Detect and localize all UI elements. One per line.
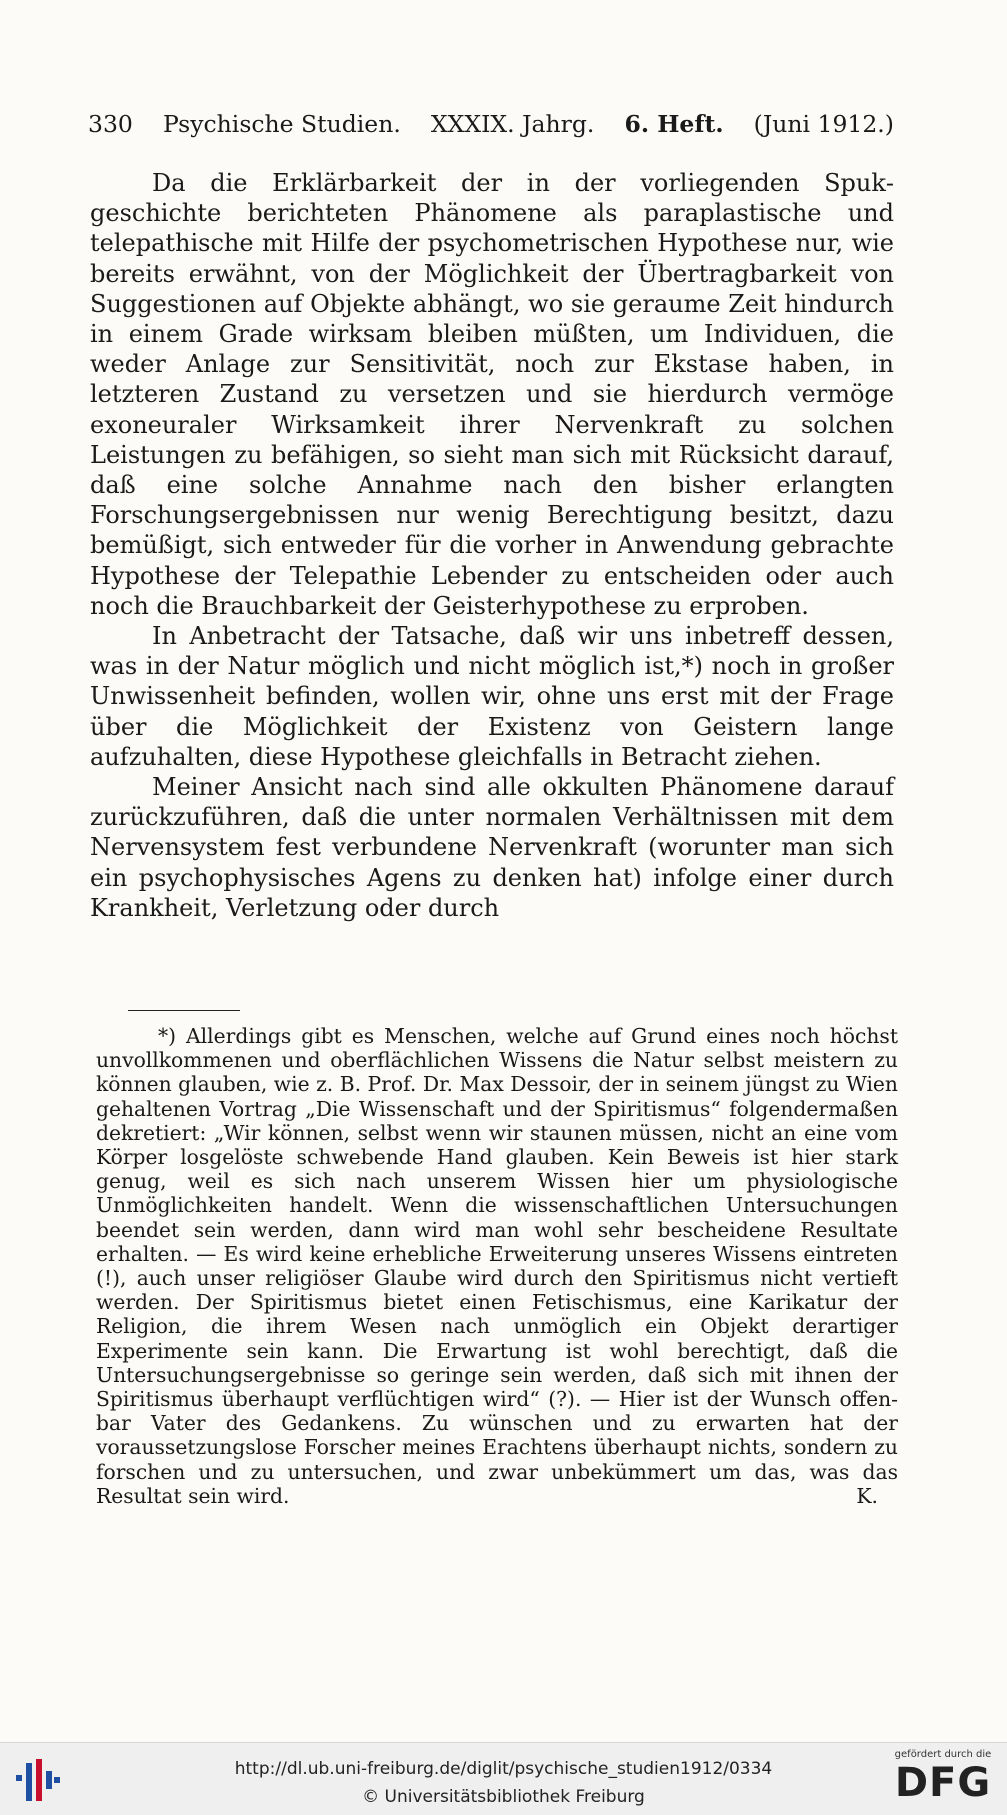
running-header	[88, 110, 894, 150]
copyright-notice: © Universitätsbibliothek Freiburg	[362, 1787, 645, 1807]
main-text	[90, 168, 894, 923]
funder-caption: gefördert durch die	[894, 1749, 992, 1760]
paragraph: Da die Erklärbarkeit der in der vorliegenden Spukgeschichte berichteten Phänomene als paraplastische und telepathische mit Hilfe der psychometrischen Hypothese nur, wie bereits erwähnt, von der Möglichkeit der Übertragbarkeit von Suggestionen auf Objekte abhängt, wo sie geraume Zeit hindurch in einem Grade wirksam bleiben müßten, um Individuen, die weder Anlage zur Sensitivität, noch zur Ekstase haben, in letzteren Zustand zu versetzen und sie hierdurch vermöge exoneuraler Wirksamkeit ihrer Nervenkraft zu solchen Leistungen zu befähigen, so sieht man sich mit Rücksicht darauf, daß eine solche Annahme nach den bisher erlangten Forschungsergebnissen nur wenig Berechtigung besitzt, dazu bemüßigt, sich entweder für die vorher in Anwendung gebrachte Hypothese der Telepathie Lebender zu entscheiden oder auch noch die Brauchbarkeit der Geisterhypothese zu erproben.	[90, 169, 894, 620]
volume-label: XXXIX. Jahrg.	[430, 110, 595, 138]
footnote	[96, 1024, 898, 1508]
journal-title: Psychische Studien.	[162, 110, 401, 138]
paragraph: In Anbetracht der Tatsache, daß wir uns inbetreff dessen, was in der Natur möglich und nicht möglich ist,*) noch in großer Unwissenheit befinden, wollen wir, ohne uns erst mit der Frage über die Möglichkeit der Existenz von Geistern lange aufzuhalten, diese Hypothese gleichfalls in Betracht ziehen.	[90, 622, 894, 771]
footnote-signature: K.	[856, 1483, 878, 1508]
issue-label: 6. Heft.	[624, 110, 724, 138]
footnote-text: *) Allerdings gibt es Menschen, welche auf Grund eines noch höchst unvollkommenen und oberflächlichen Wissens die Natur selbst meistern zu können glauben, wie z. B. Prof. Dr. Max Dessoir, der in seinem jüngst zu Wien gehaltenen Vortrag „Die Wissenschaft und der Spiritismus“ folgendermaßen dekretiert: „Wir können, selbst wenn wir staunen müssen, nicht an eine vom Körper losgelöste schwebende Hand glauben. Kein Beweis ist hier stark genug, weil es sich nach unserem Wissen hier um physiologische Unmöglichkeiten handelt. Wenn die wissenschaftlichen Untersuchungen beendet sein werden, dann wird man wohl sehr bescheidene Resultate erhalten. — Es wird keine erhebliche Erweiterung unseres Wissens eintreten (!), auch unser religiöser Glaube wird durch den Spiritismus nicht vertieft werden. Der Spiritismus bietet einen Fetischismus, eine Karikatur der Religion, die ihrem Wesen nach unmöglich ein Objekt derartiger Experimente sein kann. Die Erwartung ist wohl berechtigt, daß die Untersuchungsergebnisse so geringe sein werden, daß sich mit ihnen der Spiritismus überhaupt verflüchtigen wird“ (?). — Hier ist der Wunsch offenbar Vater des Gedankens. Zu wünschen und zu erwarten hat der voraussetzungslose Forscher meines Erachtens überhaupt nichts, sondern zu forschen und zu untersuchen, und zwar unbekümmert um das, was das Resultat sein wird.	[96, 1024, 898, 1508]
footnote-separator	[128, 1010, 240, 1011]
dfg-logo[interactable]	[887, 1749, 999, 1811]
dfg-wordmark: DFG	[894, 1760, 992, 1806]
issue-date: (Juni 1912.)	[753, 110, 894, 138]
page-number: 330	[88, 110, 133, 138]
document-url-link[interactable]: http://dl.ub.uni-freiburg.de/diglit/psychische_studien1912/0334	[234, 1759, 773, 1779]
viewer-footer	[0, 1742, 1007, 1815]
paragraph: Meiner Ansicht nach sind alle okkulten Phänomene darauf zurückzuführen, daß die unter normalen Verhältnissen mit dem Nervensystem fest verbundene Nervenkraft (worunter man sich ein psychophysisches Agens zu denken hat) infolge einer durch Krankheit, Verletzung oder durch	[90, 773, 894, 922]
